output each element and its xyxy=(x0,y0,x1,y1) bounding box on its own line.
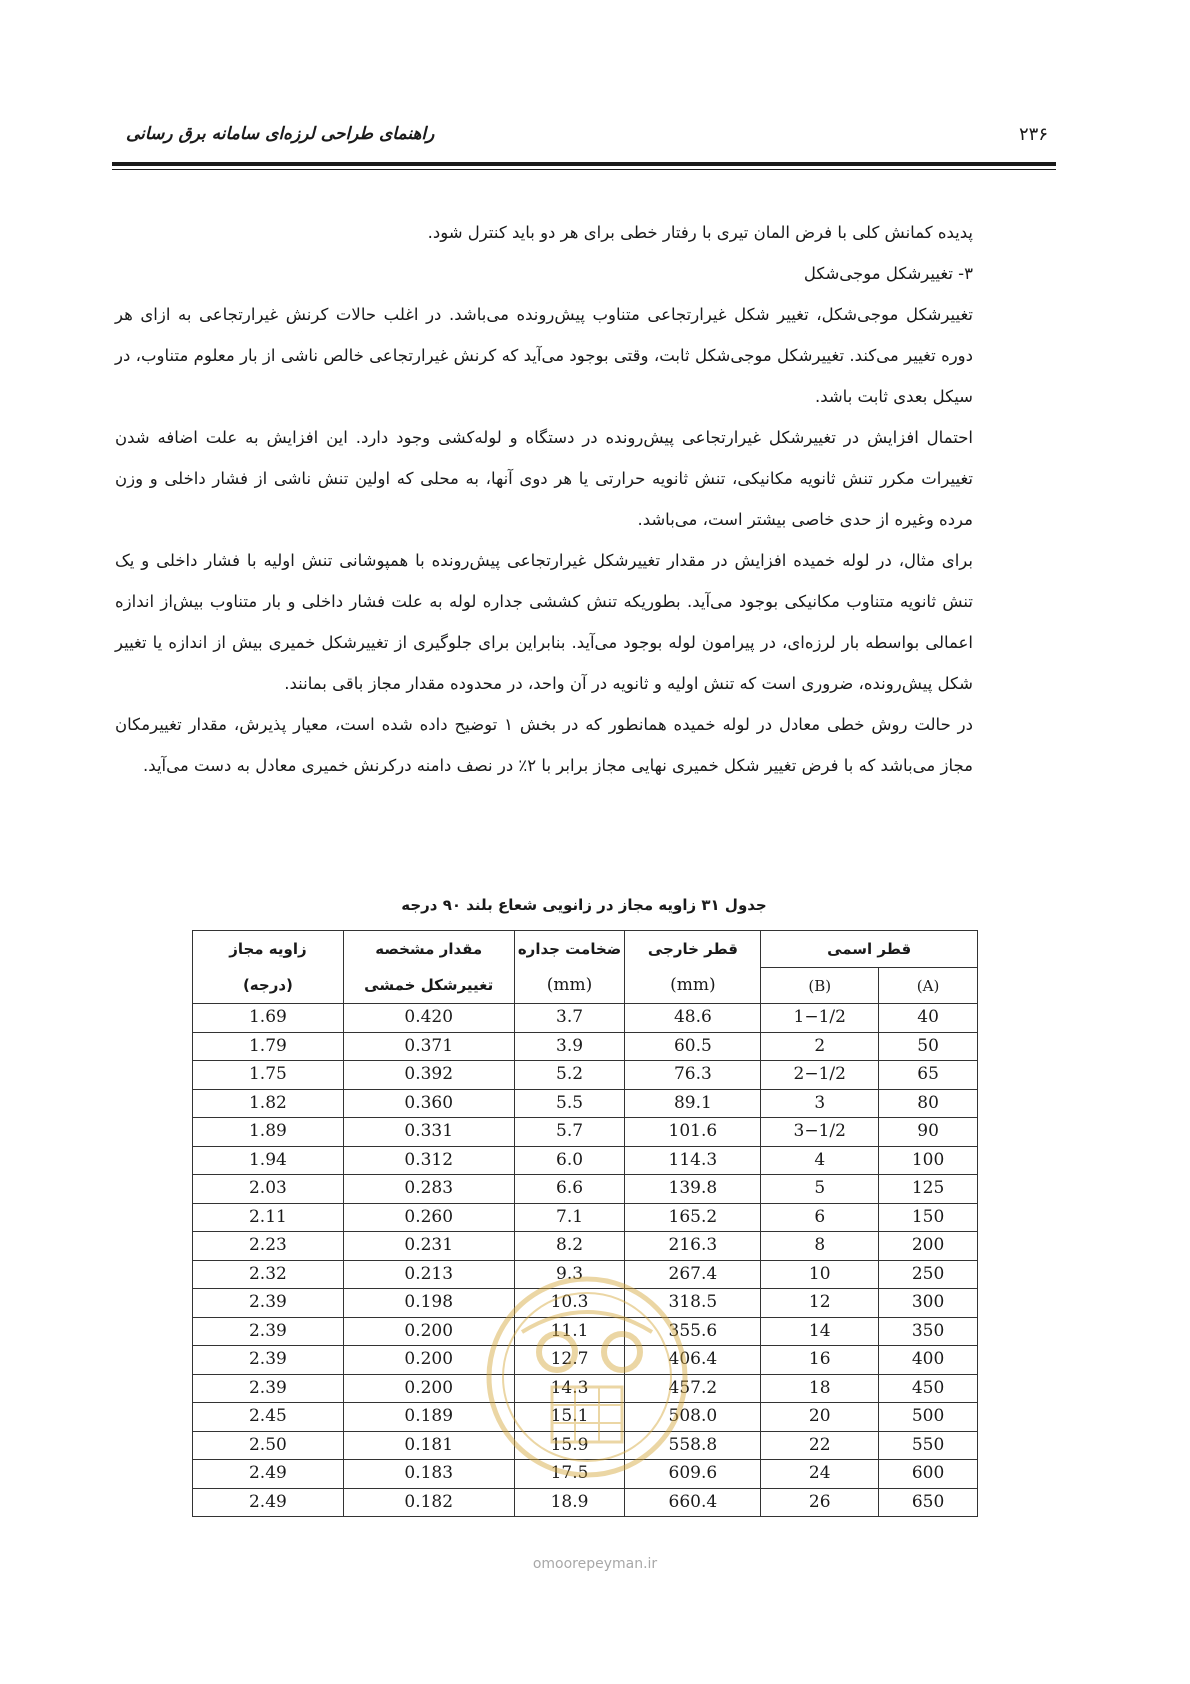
cell-allowable-angle: 2.49 xyxy=(193,1488,344,1517)
cell-nominal-b: 16 xyxy=(761,1346,879,1375)
header-rule-thick xyxy=(112,162,1056,166)
cell-wall-thickness: 11.1 xyxy=(514,1317,625,1346)
cell-characteristic-value: 0.283 xyxy=(343,1175,514,1204)
cell-nominal-b: 1−1/2 xyxy=(761,1004,879,1033)
cell-outer-diameter: 139.8 xyxy=(625,1175,761,1204)
cell-nominal-a: 125 xyxy=(879,1175,978,1204)
cell-wall-thickness: 6.6 xyxy=(514,1175,625,1204)
cell-characteristic-value: 0.260 xyxy=(343,1203,514,1232)
cell-nominal-a: 550 xyxy=(879,1431,978,1460)
table-row xyxy=(193,1004,978,1033)
cell-characteristic-value: 0.392 xyxy=(343,1061,514,1090)
header-nominal-b: (B) xyxy=(761,968,879,1004)
cell-wall-thickness: 15.1 xyxy=(514,1403,625,1432)
header-nominal-diameter: قطر اسمی xyxy=(761,931,978,968)
cell-nominal-b: 3 xyxy=(761,1089,879,1118)
cell-outer-diameter: 114.3 xyxy=(625,1146,761,1175)
cell-characteristic-value: 0.371 xyxy=(343,1032,514,1061)
table-row xyxy=(193,1032,978,1061)
cell-nominal-b: 18 xyxy=(761,1374,879,1403)
cell-nominal-a: 250 xyxy=(879,1260,978,1289)
cell-wall-thickness: 5.5 xyxy=(514,1089,625,1118)
cell-allowable-angle: 2.39 xyxy=(193,1289,344,1318)
table-row xyxy=(193,1118,978,1147)
cell-allowable-angle: 2.32 xyxy=(193,1260,344,1289)
table-row xyxy=(193,1488,978,1517)
cell-characteristic-value: 0.189 xyxy=(343,1403,514,1432)
table-caption: جدول ۳۱ زاویه مجاز در زانویی شعاع بلند ۹۰ درجه xyxy=(401,896,767,914)
cell-allowable-angle: 2.50 xyxy=(193,1431,344,1460)
header-characteristic-value: مقدار مشخصه xyxy=(343,931,514,968)
cell-nominal-b: 6 xyxy=(761,1203,879,1232)
footer-watermark: omoorepeyman.ir xyxy=(532,1556,658,1572)
cell-outer-diameter: 165.2 xyxy=(625,1203,761,1232)
cell-nominal-b: 14 xyxy=(761,1317,879,1346)
table-row xyxy=(193,1289,978,1318)
cell-characteristic-value: 0.182 xyxy=(343,1488,514,1517)
cell-nominal-b: 10 xyxy=(761,1260,879,1289)
cell-allowable-angle: 2.45 xyxy=(193,1403,344,1432)
cell-wall-thickness: 8.2 xyxy=(514,1232,625,1261)
cell-allowable-angle: 1.75 xyxy=(193,1061,344,1090)
page-header xyxy=(112,124,1056,156)
cell-characteristic-value: 0.200 xyxy=(343,1317,514,1346)
header-nominal-a: (A) xyxy=(879,968,978,1004)
table-row xyxy=(193,1175,978,1204)
cell-nominal-a: 300 xyxy=(879,1289,978,1318)
table-row xyxy=(193,1203,978,1232)
cell-wall-thickness: 5.2 xyxy=(514,1061,625,1090)
cell-wall-thickness: 3.7 xyxy=(514,1004,625,1033)
cell-nominal-a: 80 xyxy=(879,1089,978,1118)
cell-outer-diameter: 660.4 xyxy=(625,1488,761,1517)
cell-nominal-a: 450 xyxy=(879,1374,978,1403)
cell-characteristic-value: 0.200 xyxy=(343,1374,514,1403)
cell-characteristic-value: 0.231 xyxy=(343,1232,514,1261)
cell-allowable-angle: 2.11 xyxy=(193,1203,344,1232)
cell-nominal-b: 12 xyxy=(761,1289,879,1318)
cell-allowable-angle: 2.39 xyxy=(193,1317,344,1346)
cell-nominal-a: 600 xyxy=(879,1460,978,1489)
cell-outer-diameter: 355.6 xyxy=(625,1317,761,1346)
header-outer-diameter-unit: (mm) xyxy=(625,968,761,1004)
table-row xyxy=(193,1460,978,1489)
header-characteristic-value-line2: تغییرشکل خمشی xyxy=(343,968,514,1004)
cell-allowable-angle: 2.39 xyxy=(193,1346,344,1375)
cell-outer-diameter: 406.4 xyxy=(625,1346,761,1375)
cell-nominal-a: 200 xyxy=(879,1232,978,1261)
cell-wall-thickness: 14.3 xyxy=(514,1374,625,1403)
cell-nominal-a: 150 xyxy=(879,1203,978,1232)
cell-allowable-angle: 2.23 xyxy=(193,1232,344,1261)
cell-nominal-a: 100 xyxy=(879,1146,978,1175)
header-allowable-angle-unit: (درجه) xyxy=(193,968,344,1004)
cell-allowable-angle: 1.69 xyxy=(193,1004,344,1033)
cell-allowable-angle: 2.03 xyxy=(193,1175,344,1204)
cell-outer-diameter: 60.5 xyxy=(625,1032,761,1061)
cell-wall-thickness: 6.0 xyxy=(514,1146,625,1175)
cell-wall-thickness: 12.7 xyxy=(514,1346,625,1375)
cell-nominal-a: 650 xyxy=(879,1488,978,1517)
cell-allowable-angle: 1.94 xyxy=(193,1146,344,1175)
cell-nominal-a: 400 xyxy=(879,1346,978,1375)
cell-wall-thickness: 18.9 xyxy=(514,1488,625,1517)
cell-characteristic-value: 0.331 xyxy=(343,1118,514,1147)
cell-outer-diameter: 558.8 xyxy=(625,1431,761,1460)
cell-outer-diameter: 457.2 xyxy=(625,1374,761,1403)
cell-allowable-angle: 1.82 xyxy=(193,1089,344,1118)
page-number: ۲۳۶ xyxy=(1018,124,1048,145)
cell-characteristic-value: 0.181 xyxy=(343,1431,514,1460)
paragraph-buckling: پدیده کمانش کلی با فرض المان تیری با رفتار خطی برای هر دو باید کنترل شود. xyxy=(427,223,973,242)
cell-nominal-b: 22 xyxy=(761,1431,879,1460)
table-row xyxy=(193,1089,978,1118)
header-wall-thickness: ضخامت جداره xyxy=(514,931,625,968)
cell-allowable-angle: 2.39 xyxy=(193,1374,344,1403)
cell-nominal-a: 90 xyxy=(879,1118,978,1147)
table-body xyxy=(193,1004,978,1517)
cell-characteristic-value: 0.360 xyxy=(343,1089,514,1118)
table-row xyxy=(193,1403,978,1432)
paragraph-ratcheting-definition: تغییرشکل موجی‌شکل، تغییر شکل غیرارتجاعی متناوب پیش‌رونده می‌باشد. در اغلب حالات کرنش غیرارتجاعی به ازای هر دوره تغییر می‌کند. تغییرشکل موجی‌شکل ثابت، وقتی بوجود می‌آید که کرنش غیرارتجاعی خالص ناشی از بار معلوم متناوب، در سیکل بعدی ثابت باشد. xyxy=(115,305,973,406)
table-row xyxy=(193,1346,978,1375)
header-wall-thickness-unit: (mm) xyxy=(514,968,625,1004)
cell-outer-diameter: 508.0 xyxy=(625,1403,761,1432)
cell-outer-diameter: 48.6 xyxy=(625,1004,761,1033)
cell-nominal-b: 4 xyxy=(761,1146,879,1175)
cell-nominal-b: 5 xyxy=(761,1175,879,1204)
header-outer-diameter: قطر خارجی xyxy=(625,931,761,968)
cell-nominal-b: 20 xyxy=(761,1403,879,1432)
cell-outer-diameter: 89.1 xyxy=(625,1089,761,1118)
table-row xyxy=(193,1260,978,1289)
cell-nominal-a: 350 xyxy=(879,1317,978,1346)
cell-outer-diameter: 609.6 xyxy=(625,1460,761,1489)
cell-nominal-b: 2 xyxy=(761,1032,879,1061)
cell-wall-thickness: 5.7 xyxy=(514,1118,625,1147)
allowable-angle-table xyxy=(192,930,978,1517)
cell-outer-diameter: 76.3 xyxy=(625,1061,761,1090)
section-heading-ratcheting: ۳- تغییرشکل موجی‌شکل xyxy=(803,264,973,283)
body-text xyxy=(115,212,973,786)
cell-outer-diameter: 101.6 xyxy=(625,1118,761,1147)
cell-nominal-b: 8 xyxy=(761,1232,879,1261)
cell-allowable-angle: 2.49 xyxy=(193,1460,344,1489)
cell-outer-diameter: 267.4 xyxy=(625,1260,761,1289)
cell-nominal-b: 26 xyxy=(761,1488,879,1517)
table-row xyxy=(193,1232,978,1261)
cell-nominal-b: 2−1/2 xyxy=(761,1061,879,1090)
table-row xyxy=(193,1061,978,1090)
cell-nominal-a: 500 xyxy=(879,1403,978,1432)
cell-characteristic-value: 0.198 xyxy=(343,1289,514,1318)
cell-wall-thickness: 10.3 xyxy=(514,1289,625,1318)
cell-characteristic-value: 0.312 xyxy=(343,1146,514,1175)
table-row xyxy=(193,1146,978,1175)
cell-nominal-a: 65 xyxy=(879,1061,978,1090)
paragraph-ratcheting-probability: احتمال افزایش در تغییرشکل غیرارتجاعی پیش‌رونده در دستگاه و لوله‌کشی وجود دارد. این افزایش به علت اضافه شدن تغییرات مکرر تنش ثانویه مکانیکی، تنش ثانویه حرارتی یا هر دوی آنها، به محلی که اولین تنش ناشی از فشار داخلی و وزن مرده وغیره از حدی خاصی بیشتر است، می‌باشد. xyxy=(115,428,973,529)
cell-allowable-angle: 1.79 xyxy=(193,1032,344,1061)
cell-wall-thickness: 17.5 xyxy=(514,1460,625,1489)
cell-characteristic-value: 0.200 xyxy=(343,1346,514,1375)
cell-nominal-b: 24 xyxy=(761,1460,879,1489)
running-title: راهنمای طراحی لرزه‌ای سامانه برق رسانی xyxy=(126,124,435,144)
cell-wall-thickness: 7.1 xyxy=(514,1203,625,1232)
header-rule-thin xyxy=(112,169,1056,170)
cell-wall-thickness: 3.9 xyxy=(514,1032,625,1061)
cell-characteristic-value: 0.213 xyxy=(343,1260,514,1289)
cell-wall-thickness: 9.3 xyxy=(514,1260,625,1289)
paragraph-bent-pipe-example: برای مثال، در لوله خمیده افزایش در مقدار تغییرشکل غیرارتجاعی پیش‌رونده با همپوشانی تنش اولیه با فشار داخلی و یک تنش ثانویه متناوب مکانیکی بوجود می‌آید. بطوریکه تنش کششی جداره لوله به علت فشار داخلی و بار متناوب بیش‌از اندازه اعمالی بواسطه بار لرزه‌ای، در پیرامون لوله بوجود می‌آید. بنابراین برای جلوگیری از تغییرشکل خمیری بیش از اندازه یا تغییر شکل پیش‌رونده، ضروری است که تنش اولیه و ثانویه در آن واحد، در محدوده مقدار مجاز باقی بمانند. xyxy=(115,551,973,693)
cell-nominal-a: 40 xyxy=(879,1004,978,1033)
cell-outer-diameter: 318.5 xyxy=(625,1289,761,1318)
cell-nominal-b: 3−1/2 xyxy=(761,1118,879,1147)
paragraph-linear-method: در حالت روش خطی معادل در لوله خمیده همانطور که در بخش ۱ توضیح داده شده است، معیار پذیرش، مقدار تغییرمکان مجاز می‌باشد که با فرض تغییر شکل خمیری نهایی مجاز برابر با ۲٪ در نصف دامنه درکرنش خمیری معادل به دست می‌آید. xyxy=(115,715,973,775)
cell-wall-thickness: 15.9 xyxy=(514,1431,625,1460)
table-row xyxy=(193,1374,978,1403)
table-row xyxy=(193,1317,978,1346)
header-allowable-angle: زاویه مجاز xyxy=(193,931,344,968)
cell-allowable-angle: 1.89 xyxy=(193,1118,344,1147)
cell-outer-diameter: 216.3 xyxy=(625,1232,761,1261)
cell-characteristic-value: 0.183 xyxy=(343,1460,514,1489)
table-row xyxy=(193,1431,978,1460)
cell-characteristic-value: 0.420 xyxy=(343,1004,514,1033)
cell-nominal-a: 50 xyxy=(879,1032,978,1061)
